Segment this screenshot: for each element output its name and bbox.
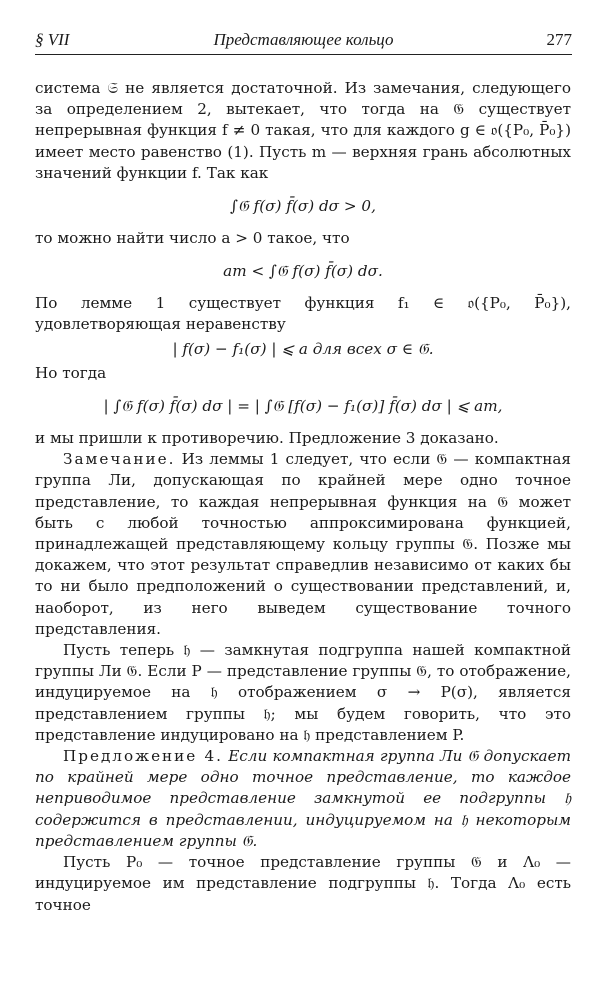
paragraph: то можно найти число a > 0 такое, что	[35, 229, 350, 248]
proposition-label: Предложение 4.	[63, 747, 223, 766]
paragraph: система 𝔖 не является достаточной. Из замечания, следующего за определением 2, вытекает, что тогда на 𝔊 существует непрерывная функция f ≠ 0 такая, что для каждого g ∈ 𝔬({P₀, P̄₀}) имеет место равенство (1). Пусть m — верхняя грань абсолютных значений функции f. Так как	[35, 79, 571, 182]
formula-integral-positive: ∫𝔊 f(σ) f̄(σ) dσ > 0,	[230, 197, 376, 216]
paragraph: Пусть P₀ — точное представление группы 𝔊 и Λ₀ — индуцируемое им представление подгруппы 𝔥. Тогда Λ₀ есть точное	[35, 853, 571, 914]
paragraph: и мы пришли к противоречию. Предложение 3 доказано.	[35, 429, 499, 448]
formula-am-bound: am < ∫𝔊 f(σ) f̄(σ) dσ.	[223, 262, 383, 281]
formula-approximation: | f(σ) − f₁(σ) | ⩽ a для всех σ ∈ 𝔊.	[172, 339, 434, 358]
paragraph: Пусть теперь 𝔥 — замкнутая подгруппа нашей компактной группы Ли 𝔊. Если P — представление группы 𝔊, то отображение, индуцируемое на 𝔥 отображением σ → P(σ), является представлением группы 𝔥; мы будем говорить, что это представление индуцировано на 𝔥 представлением P.	[35, 641, 571, 744]
section-label: § VII	[35, 30, 70, 49]
remark-text: Из леммы 1 следует, что если 𝔊 — компактная группа Ли, допускающая по крайней мере одно точное представление, то каждая непрерывная функция на 𝔊 может быть с любой точностью аппроксимирована функцией, принадлежащей представляющему кольцу группы 𝔊. Позже мы докажем, что этот результат справедлив независимо от каких бы то ни было предположений о существовании представлений, и, наоборот, из него выведем существование точного представления.	[35, 450, 571, 638]
page-number: 277	[546, 30, 572, 49]
paragraph: Но тогда	[35, 363, 107, 382]
chapter-title: Представляющее кольцо	[213, 30, 394, 49]
proposition-text: Если компактная группа Ли 𝔊 допускает по крайней мере одно точное представление, то каждое неприводимое представление замкнутой ее подгруппы 𝔥 содержится в представлении, индуцируемом на 𝔥 некоторым представлением группы 𝔊.	[35, 747, 571, 850]
formula-contradiction: | ∫𝔊 f(σ) f̄(σ) dσ | = | ∫𝔊 [f(σ) − f₁(σ)] f̄(σ) dσ | ⩽ am,	[103, 397, 503, 416]
page-body	[35, 78, 571, 916]
remark-paragraph	[35, 449, 571, 640]
remark-label: Замечание.	[63, 450, 176, 469]
paragraph: По лемме 1 существует функция f₁ ∈ 𝔬({P₀, P̄₀}), удовлетворяющая неравенству	[35, 294, 571, 334]
proposition-paragraph	[35, 746, 571, 852]
running-header	[35, 30, 572, 55]
